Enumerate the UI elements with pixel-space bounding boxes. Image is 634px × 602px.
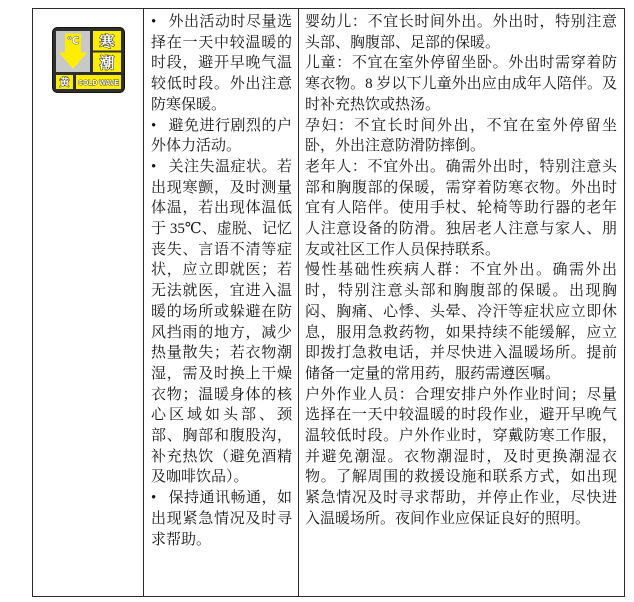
warning-icon-cell bbox=[33, 9, 143, 596]
warning-level-char: 黄 bbox=[59, 78, 69, 89]
group-advice-text: 不宜长时间外出，不宜在室外停留坐卧，外出注意防滑防摔倒。 bbox=[305, 117, 617, 155]
group-advice-text: 不宜长时间外出。外出时，特别注意头部、胸腹部、足部的保暖。 bbox=[305, 14, 617, 51]
group-advice-item bbox=[305, 260, 617, 384]
group-advice-text: 不宜外出。确需外出时，特别注意头部和胸腹部的保暖，需穿着防寒衣物。外出时宜有人陪伴。使用手杖、轮椅等助行器的老年人注意设备的防滑。独居老人注意与家人、朋友或社区工作人员保持联系。 bbox=[305, 158, 617, 258]
group-separator: ： bbox=[338, 117, 355, 134]
general-advice-text: 保持通讯畅通，如出现紧急情况及时寻求帮助。 bbox=[151, 490, 292, 548]
bullet-marker: • bbox=[151, 14, 157, 30]
general-advice-item bbox=[151, 12, 292, 116]
group-precautions-cell bbox=[298, 9, 624, 596]
general-advice-item bbox=[151, 116, 292, 157]
group-separator: ： bbox=[351, 14, 368, 30]
bullet-marker: • bbox=[151, 490, 157, 507]
general-advice-text: 避免进行剧烈的户外体力活动。 bbox=[151, 117, 292, 155]
general-advice-text: 外出活动时尽量选择在一天中较温暖的时段，避开早晚气温较低时段。外出注意防寒保暖。 bbox=[151, 14, 292, 113]
group-name: 孕妇 bbox=[305, 117, 338, 134]
group-advice-text: 不宜外出。确需外出时，特别注意头部和胸腹部的保暖。出现胸闷、胸痛、心悸、头晕、冷汗等症状应立即休息，服用急救药物，如果持续不能缓解，应立即拨打急救电话，并尽快进入温暖场所。提前储备一定量的常用药，服药需遵医嘱。 bbox=[305, 262, 617, 382]
bullet-marker: • bbox=[151, 117, 157, 134]
general-advice-item bbox=[151, 488, 292, 550]
general-precautions-cell bbox=[143, 9, 298, 596]
cold-wave-advice-table bbox=[32, 8, 625, 597]
temperature-symbol: ℃ bbox=[66, 36, 79, 47]
bullet-marker: • bbox=[151, 158, 157, 175]
group-name: 慢性基础性疾病人群 bbox=[305, 262, 454, 279]
group-separator: ： bbox=[351, 158, 368, 175]
group-advice-item bbox=[305, 12, 617, 53]
hazard-char-bottom: 潮 bbox=[98, 55, 115, 72]
group-separator: ： bbox=[336, 55, 352, 72]
group-advice-text: 不宜在室外停留坐卧。外出时需穿着防寒衣物。8 岁以下儿童外出应由成年人陪伴。及时补充热饮或热汤。 bbox=[305, 55, 617, 113]
group-name: 户外作业人员 bbox=[305, 386, 399, 403]
hazard-char-top: 寒 bbox=[98, 33, 115, 51]
group-name: 老年人 bbox=[305, 158, 352, 175]
group-separator: ： bbox=[453, 262, 470, 279]
icon-subtitle-text: COLD WAVE bbox=[77, 78, 119, 87]
group-advice-item bbox=[305, 385, 617, 530]
cold-wave-yellow-warning-icon bbox=[52, 27, 125, 93]
group-advice-text: 合理安排户外作业时间；尽量选择在一天中较温暖的时段作业，避开早晚气温较低时段。户外作业时，穿戴防寒工作服，并避免潮湿。衣物潮湿时，及时更换潮湿衣物。了解周围的救援设施和联系方式，如出现紧急情况及时寻求帮助，并停止作业，尽快进入温暖场所。夜间作业应保证良好的照明。 bbox=[305, 386, 617, 527]
group-separator: ： bbox=[398, 386, 415, 403]
general-advice-item bbox=[151, 157, 292, 488]
group-advice-item bbox=[305, 116, 617, 157]
group-advice-item bbox=[305, 157, 617, 261]
group-name: 婴幼儿 bbox=[305, 14, 352, 30]
general-advice-text: 关注失温症状。若出现寒颤，及时测量体温，若出现体温低于 35℃、虚脱、记忆丧失、言语不清等症状，应立即就医；若无法就医，宜进入温暖的场所或躲避在防风挡雨的地方，减少热量散失；若衣物潮湿，需及时换上干燥衣物；温暖身体的核心区域如头部、颈部、胸部和腹股沟，补充热饮（避免酒精及咖啡饮品）。 bbox=[151, 158, 292, 486]
group-advice-item bbox=[305, 53, 617, 115]
group-name: 儿童 bbox=[305, 55, 337, 72]
